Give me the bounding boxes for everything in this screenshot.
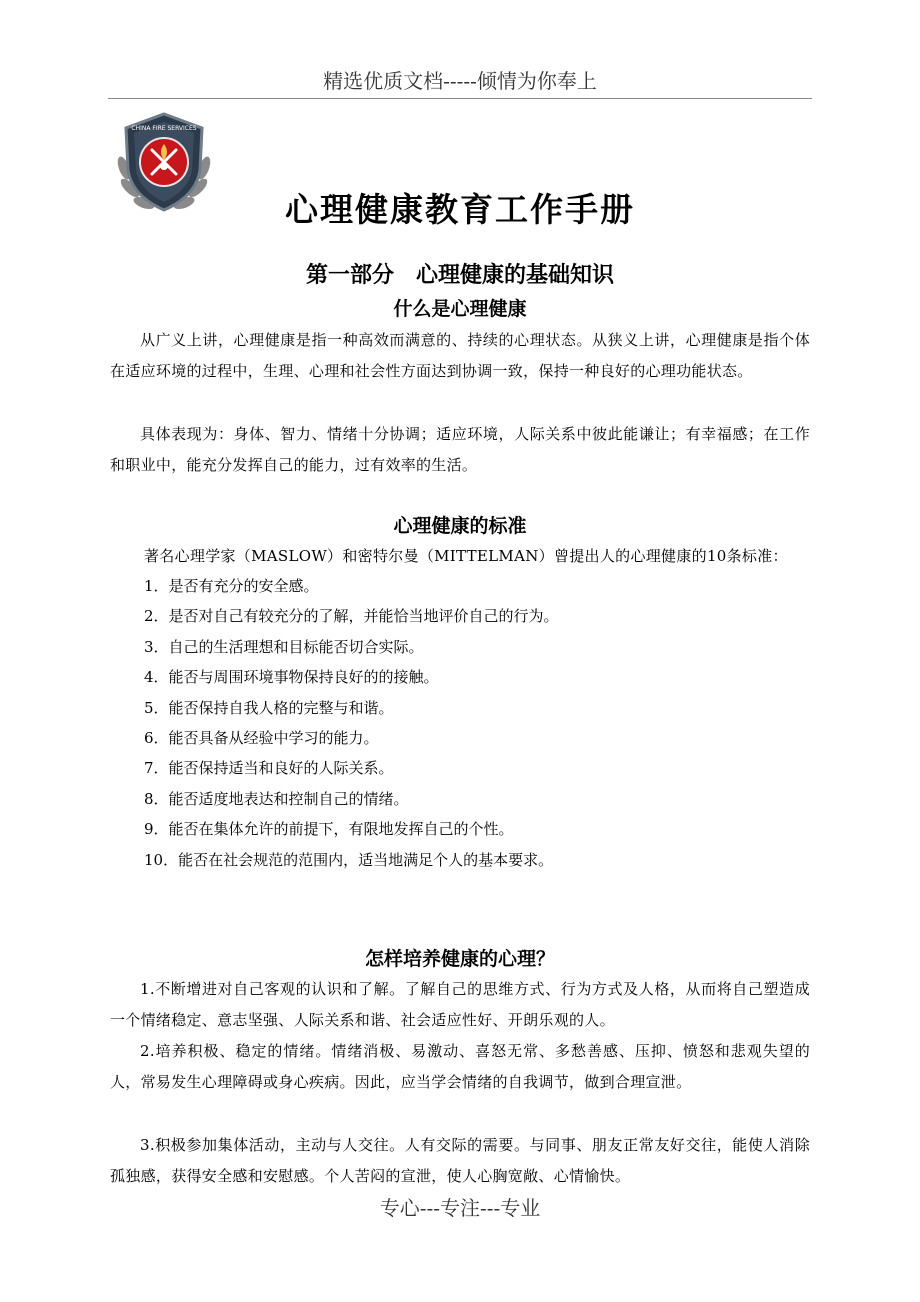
paragraph: 从广义上讲，心理健康是指一种高效而满意的、持续的心理状态。从狭义上讲，心理健康是指个体在适应环境的过程中，生理、心理和社会性方面达到协调一致，保持一种良好的心理功能状态。 (110, 331, 810, 380)
list-item: 4．能否与周围环境事物保持良好的的接触。 (144, 668, 439, 687)
document-title: 心理健康教育工作手册 (285, 190, 635, 229)
list-item: 3．自己的生活理想和目标能否切合实际。 (144, 637, 424, 656)
list-item: 8．能否适度地表达和控制自己的情绪。 (144, 789, 409, 808)
standards-list (144, 571, 804, 875)
section-heading-cultivate: 怎样培养健康的心理？ (364, 948, 555, 970)
list-item: 10．能否在社会规范的范围内，适当地满足个人的基本要求。 (144, 850, 554, 869)
list-item: 6．能否具备从经验中学习的能力。 (144, 728, 379, 747)
list-item: 7．能否保持适当和良好的人际关系。 (144, 759, 394, 778)
list-item: 5．能否保持自我人格的完整与和谐。 (144, 698, 394, 717)
list-item: 2．是否对自己有较充分的了解，并能恰当地评价自己的行为。 (144, 607, 559, 626)
paragraph: 2.培养积极、稳定的情绪。情绪消极、易激动、喜怒无常、多愁善感、压抑、愤怒和悲观失望的人，常易发生心理障碍或身心疾病。因此，应当学会情绪的自我调节，做到合理宣泄。 (110, 1042, 810, 1091)
page-header: 精选优质文档-----倾情为你奉上 (108, 64, 812, 99)
section-heading-what-is: 什么是心理健康 (393, 298, 527, 320)
list-item: 9．能否在集体允许的前提下，有限地发挥自己的个性。 (144, 820, 514, 839)
svg-text:CHINA FIRE SERVICES: CHINA FIRE SERVICES (131, 125, 197, 132)
page-footer: 专心---专注---专业 (379, 1196, 541, 1220)
list-item: 1．是否有充分的安全感。 (144, 577, 319, 595)
part-title: 第一部分 心理健康的基础知识 (305, 262, 614, 288)
paragraph: 具体表现为：身体、智力、情绪十分协调；适应环境，人际关系中彼此能谦让；有幸福感；在工作和职业中，能充分发挥自己的能力，过有效率的生活。 (110, 425, 810, 474)
section-heading-standards: 心理健康的标准 (393, 515, 527, 537)
paragraph: 3.积极参加集体活动，主动与人交往。人有交际的需要。与同事、朋友正常友好交往，能使人消除孤独感，获得安全感和安慰感。个人苦闷的宣泄，使人心胸宽敞、心情愉快。 (110, 1136, 810, 1185)
paragraph-intro: 著名心理学家（MASLOW）和密特尔曼（MITTELMAN）曾提出人的心理健康的10条标准： (144, 547, 788, 565)
paragraph: 1.不断增进对自己客观的认识和了解。了解自己的思维方式、行为方式及人格，从而将自己塑造成一个情绪稳定、意志坚强、人际关系和谐、社会适应性好、开朗乐观的人。 (110, 980, 810, 1029)
